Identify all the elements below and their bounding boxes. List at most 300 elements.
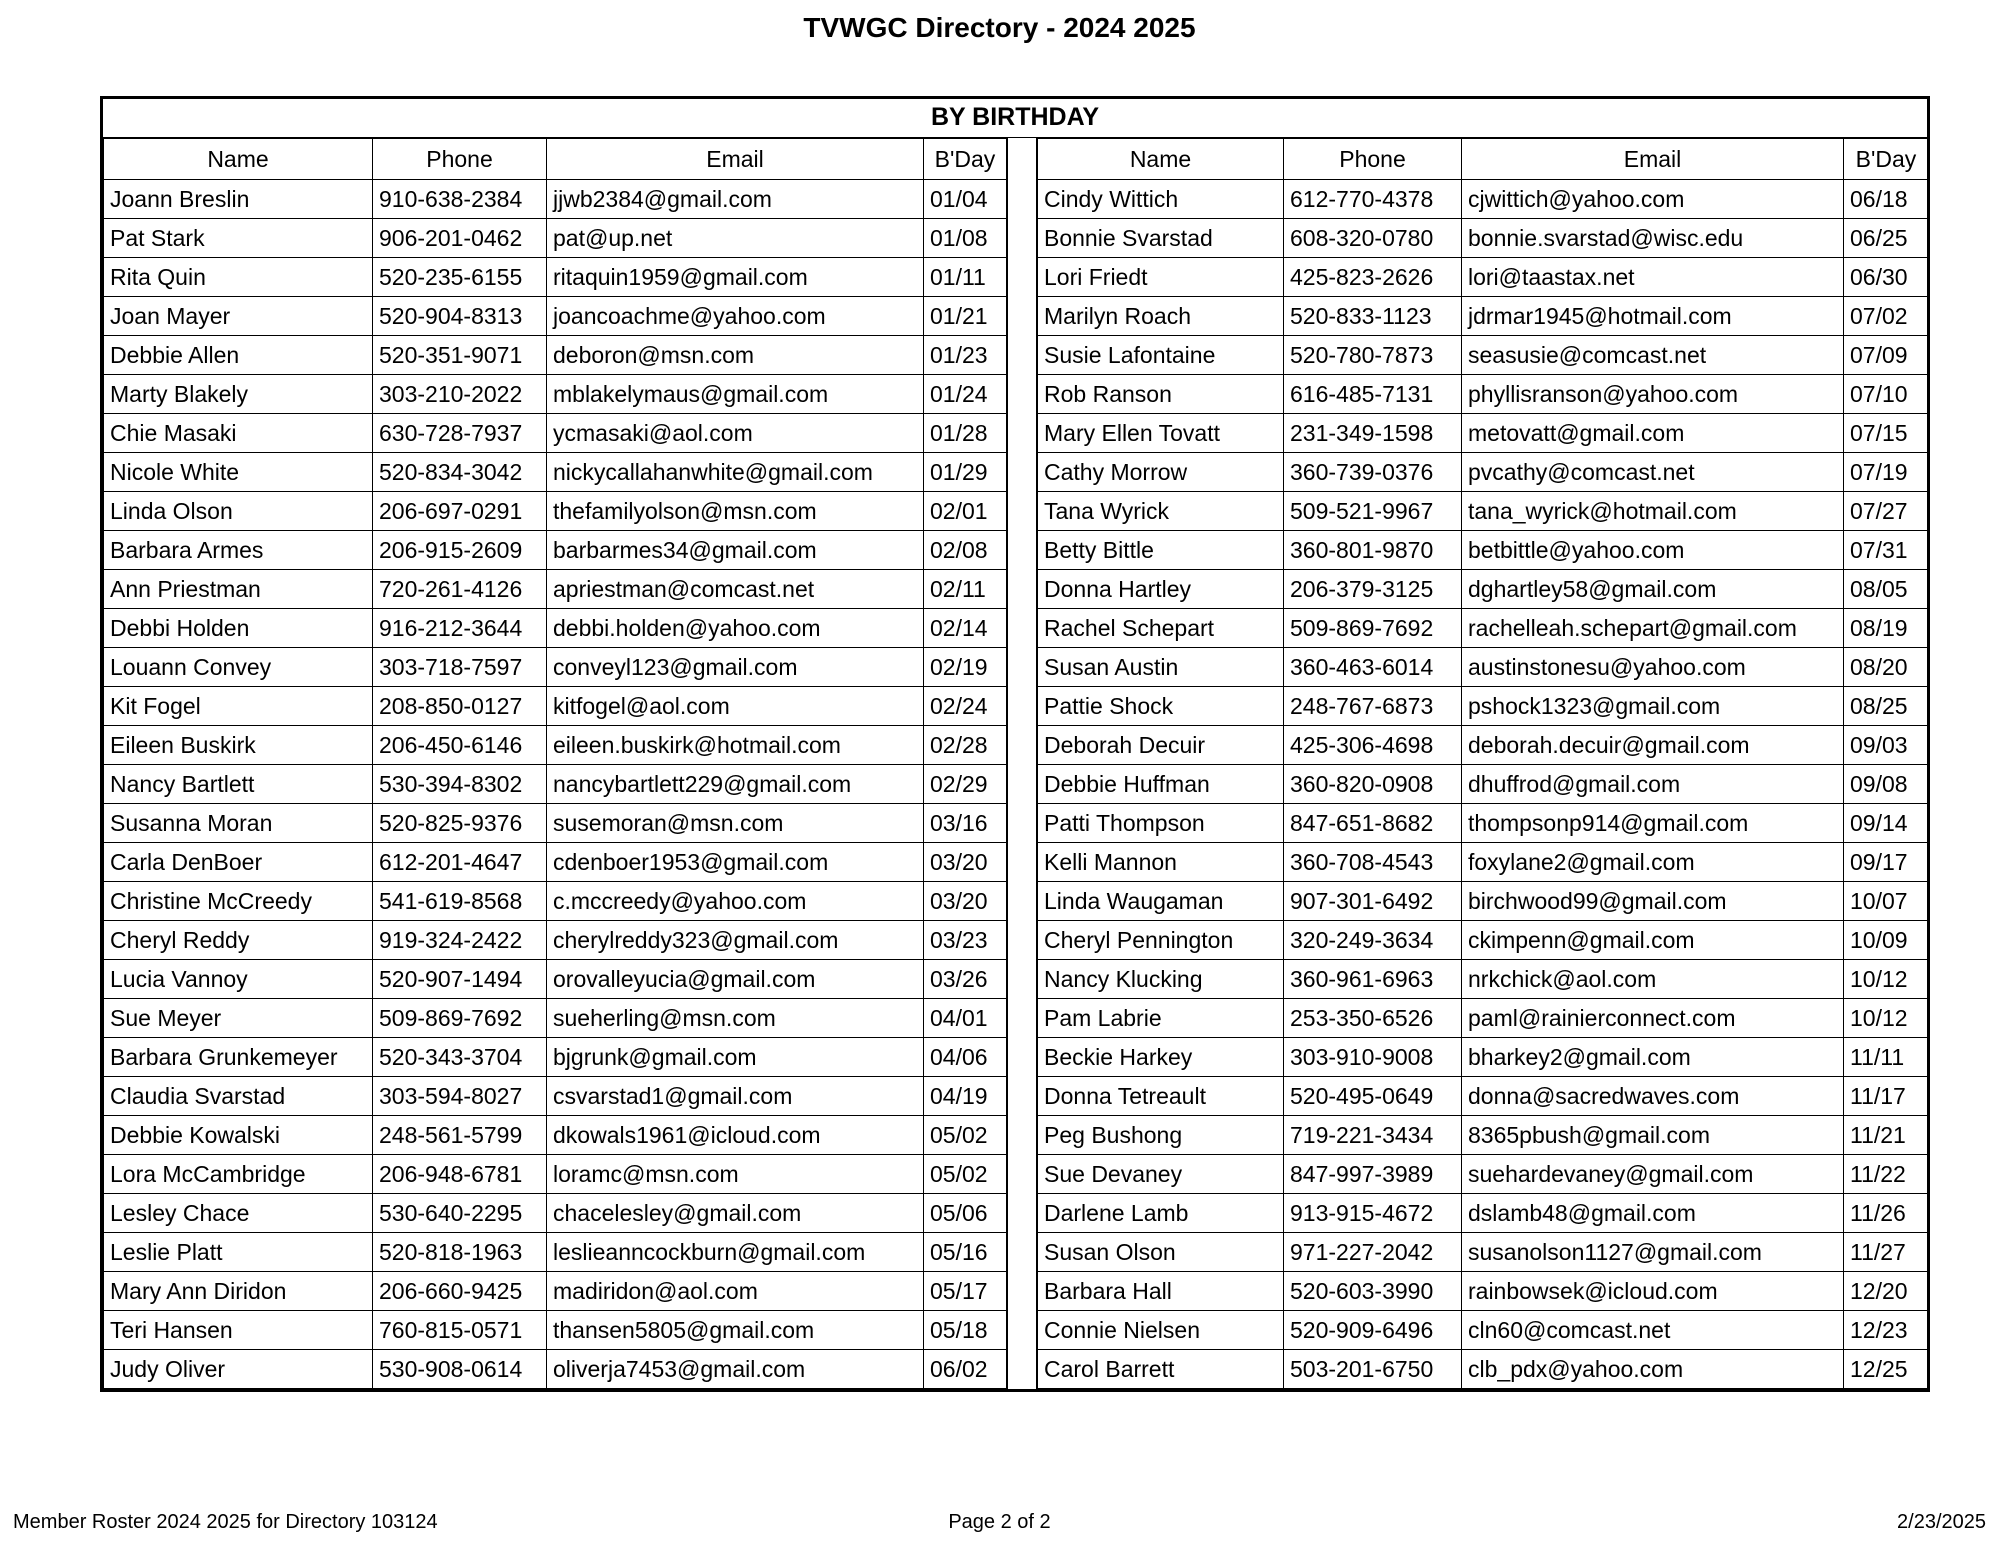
email-cell: paml@rainierconnect.com <box>1462 999 1844 1038</box>
bday-cell: 11/17 <box>1844 1077 1929 1116</box>
footer-document-label: Member Roster 2024 2025 for Directory 103124 <box>13 1511 438 1533</box>
table-row <box>104 1077 1007 1116</box>
table-row <box>1038 1272 1929 1311</box>
name-cell: Debbie Huffman <box>1038 765 1284 804</box>
footer-date: 2/23/2025 <box>1897 1511 1986 1533</box>
email-cell: thompsonp914@gmail.com <box>1462 804 1844 843</box>
name-cell: Nancy Klucking <box>1038 960 1284 999</box>
email-cell: debbi.holden@yahoo.com <box>547 609 924 648</box>
email-cell: pshock1323@gmail.com <box>1462 687 1844 726</box>
bday-cell: 01/24 <box>924 375 1007 414</box>
name-cell: Christine McCreedy <box>104 882 373 921</box>
bday-cell: 09/08 <box>1844 765 1929 804</box>
table-row <box>104 1350 1007 1389</box>
bday-cell: 10/12 <box>1844 999 1929 1038</box>
email-cell: chacelesley@gmail.com <box>547 1194 924 1233</box>
table-row <box>1038 336 1929 375</box>
email-cell: foxylane2@gmail.com <box>1462 843 1844 882</box>
name-cell: Judy Oliver <box>104 1350 373 1389</box>
bday-cell: 07/02 <box>1844 297 1929 336</box>
table-row <box>104 765 1007 804</box>
table-row <box>104 1272 1007 1311</box>
phone-cell: 520-904-8313 <box>373 297 547 336</box>
table-row <box>1038 492 1929 531</box>
bday-cell: 07/09 <box>1844 336 1929 375</box>
name-cell: Bonnie Svarstad <box>1038 219 1284 258</box>
name-cell: Lucia Vannoy <box>104 960 373 999</box>
name-cell: Pattie Shock <box>1038 687 1284 726</box>
phone-cell: 206-450-6146 <box>373 726 547 765</box>
phone-cell: 520-907-1494 <box>373 960 547 999</box>
name-cell: Eileen Buskirk <box>104 726 373 765</box>
email-cell: thansen5805@gmail.com <box>547 1311 924 1350</box>
name-cell: Pat Stark <box>104 219 373 258</box>
bday-cell: 02/11 <box>924 570 1007 609</box>
phone-cell: 916-212-3644 <box>373 609 547 648</box>
name-cell: Lori Friedt <box>1038 258 1284 297</box>
email-cell: metovatt@gmail.com <box>1462 414 1844 453</box>
name-cell: Cheryl Reddy <box>104 921 373 960</box>
name-cell: Cathy Morrow <box>1038 453 1284 492</box>
email-cell: austinstonesu@yahoo.com <box>1462 648 1844 687</box>
table-row <box>104 960 1007 999</box>
phone-cell: 907-301-6492 <box>1284 882 1462 921</box>
name-cell: Rita Quin <box>104 258 373 297</box>
email-cell: nancybartlett229@gmail.com <box>547 765 924 804</box>
email-cell: deboron@msn.com <box>547 336 924 375</box>
name-cell: Joann Breslin <box>104 180 373 219</box>
phone-cell: 360-739-0376 <box>1284 453 1462 492</box>
bday-cell: 02/29 <box>924 765 1007 804</box>
table-row <box>1038 570 1929 609</box>
footer-page-number: Page 2 of 2 <box>948 1511 1051 1533</box>
bday-cell: 02/14 <box>924 609 1007 648</box>
table-row <box>1038 297 1929 336</box>
table-row <box>104 258 1007 297</box>
name-cell: Leslie Platt <box>104 1233 373 1272</box>
table-row <box>1038 960 1929 999</box>
name-cell: Susan Olson <box>1038 1233 1284 1272</box>
phone-cell: 303-910-9008 <box>1284 1038 1462 1077</box>
email-cell: nrkchick@aol.com <box>1462 960 1844 999</box>
phone-cell: 206-697-0291 <box>373 492 547 531</box>
table-row <box>104 492 1007 531</box>
phone-cell: 303-718-7597 <box>373 648 547 687</box>
table-row <box>104 882 1007 921</box>
bday-cell: 01/08 <box>924 219 1007 258</box>
bday-cell: 12/23 <box>1844 1311 1929 1350</box>
phone-cell: 630-728-7937 <box>373 414 547 453</box>
email-cell: tana_wyrick@hotmail.com <box>1462 492 1844 531</box>
phone-cell: 303-594-8027 <box>373 1077 547 1116</box>
name-cell: Marty Blakely <box>104 375 373 414</box>
table-divider <box>1007 138 1037 1389</box>
email-cell: pat@up.net <box>547 219 924 258</box>
phone-cell: 913-915-4672 <box>1284 1194 1462 1233</box>
table-row <box>104 1311 1007 1350</box>
column-header-bday: B'Day <box>924 139 1007 180</box>
name-cell: Mary Ann Diridon <box>104 1272 373 1311</box>
table-row <box>104 609 1007 648</box>
table-row <box>1038 843 1929 882</box>
bday-cell: 05/06 <box>924 1194 1007 1233</box>
email-cell: dkowals1961@icloud.com <box>547 1116 924 1155</box>
table-row <box>1038 1233 1929 1272</box>
bday-cell: 01/29 <box>924 453 1007 492</box>
name-cell: Debbie Kowalski <box>104 1116 373 1155</box>
phone-cell: 425-306-4698 <box>1284 726 1462 765</box>
bday-cell: 11/21 <box>1844 1116 1929 1155</box>
phone-cell: 231-349-1598 <box>1284 414 1462 453</box>
phone-cell: 906-201-0462 <box>373 219 547 258</box>
section-header: BY BIRTHDAY <box>103 99 1927 138</box>
bday-cell: 05/18 <box>924 1311 1007 1350</box>
email-cell: bharkey2@gmail.com <box>1462 1038 1844 1077</box>
bday-cell: 08/05 <box>1844 570 1929 609</box>
column-header-name: Name <box>1038 139 1284 180</box>
name-cell: Darlene Lamb <box>1038 1194 1284 1233</box>
table-row <box>1038 1077 1929 1116</box>
name-cell: Mary Ellen Tovatt <box>1038 414 1284 453</box>
phone-cell: 520-833-1123 <box>1284 297 1462 336</box>
bday-cell: 02/28 <box>924 726 1007 765</box>
header-row <box>104 139 1007 180</box>
bday-cell: 02/01 <box>924 492 1007 531</box>
phone-cell: 919-324-2422 <box>373 921 547 960</box>
phone-cell: 608-320-0780 <box>1284 219 1462 258</box>
bday-cell: 02/08 <box>924 531 1007 570</box>
phone-cell: 503-201-6750 <box>1284 1350 1462 1389</box>
name-cell: Ann Priestman <box>104 570 373 609</box>
phone-cell: 616-485-7131 <box>1284 375 1462 414</box>
phone-cell: 520-909-6496 <box>1284 1311 1462 1350</box>
name-cell: Linda Waugaman <box>1038 882 1284 921</box>
name-cell: Nancy Bartlett <box>104 765 373 804</box>
table-row <box>104 414 1007 453</box>
email-cell: conveyl123@gmail.com <box>547 648 924 687</box>
table-row <box>104 726 1007 765</box>
bday-cell: 04/19 <box>924 1077 1007 1116</box>
bday-cell: 11/11 <box>1844 1038 1929 1077</box>
phone-cell: 520-780-7873 <box>1284 336 1462 375</box>
table-row <box>104 843 1007 882</box>
phone-cell: 360-961-6963 <box>1284 960 1462 999</box>
bday-cell: 07/19 <box>1844 453 1929 492</box>
table-row <box>104 648 1007 687</box>
phone-cell: 360-708-4543 <box>1284 843 1462 882</box>
bday-cell: 01/21 <box>924 297 1007 336</box>
name-cell: Louann Convey <box>104 648 373 687</box>
bday-cell: 01/04 <box>924 180 1007 219</box>
table-row <box>104 570 1007 609</box>
bday-cell: 03/20 <box>924 843 1007 882</box>
table-row <box>104 531 1007 570</box>
bday-cell: 07/15 <box>1844 414 1929 453</box>
email-cell: bonnie.svarstad@wisc.edu <box>1462 219 1844 258</box>
phone-cell: 253-350-6526 <box>1284 999 1462 1038</box>
column-header-name: Name <box>104 139 373 180</box>
name-cell: Pam Labrie <box>1038 999 1284 1038</box>
phone-cell: 360-801-9870 <box>1284 531 1462 570</box>
bday-cell: 07/10 <box>1844 375 1929 414</box>
name-cell: Cheryl Pennington <box>1038 921 1284 960</box>
phone-cell: 847-997-3989 <box>1284 1155 1462 1194</box>
table-row <box>104 999 1007 1038</box>
email-cell: kitfogel@aol.com <box>547 687 924 726</box>
table-row <box>1038 1155 1929 1194</box>
phone-cell: 206-948-6781 <box>373 1155 547 1194</box>
email-cell: cjwittich@yahoo.com <box>1462 180 1844 219</box>
phone-cell: 530-908-0614 <box>373 1350 547 1389</box>
table-row <box>1038 726 1929 765</box>
bday-cell: 05/02 <box>924 1155 1007 1194</box>
bday-cell: 11/26 <box>1844 1194 1929 1233</box>
name-cell: Barbara Grunkemeyer <box>104 1038 373 1077</box>
bday-cell: 12/20 <box>1844 1272 1929 1311</box>
email-cell: sueherling@msn.com <box>547 999 924 1038</box>
email-cell: cdenboer1953@gmail.com <box>547 843 924 882</box>
bday-cell: 06/18 <box>1844 180 1929 219</box>
name-cell: Connie Nielsen <box>1038 1311 1284 1350</box>
phone-cell: 520-343-3704 <box>373 1038 547 1077</box>
name-cell: Rachel Schepart <box>1038 609 1284 648</box>
table-row <box>104 1233 1007 1272</box>
bday-cell: 04/01 <box>924 999 1007 1038</box>
bday-cell: 08/19 <box>1844 609 1929 648</box>
table-row <box>104 375 1007 414</box>
email-cell: bjgrunk@gmail.com <box>547 1038 924 1077</box>
email-cell: mblakelymaus@gmail.com <box>547 375 924 414</box>
name-cell: Kelli Mannon <box>1038 843 1284 882</box>
bday-cell: 05/16 <box>924 1233 1007 1272</box>
name-cell: Rob Ranson <box>1038 375 1284 414</box>
email-cell: orovalleyucia@gmail.com <box>547 960 924 999</box>
phone-cell: 612-201-4647 <box>373 843 547 882</box>
phone-cell: 303-210-2022 <box>373 375 547 414</box>
column-header-phone: Phone <box>1284 139 1462 180</box>
email-cell: cherylreddy323@gmail.com <box>547 921 924 960</box>
table-row <box>1038 999 1929 1038</box>
email-cell: cln60@comcast.net <box>1462 1311 1844 1350</box>
bday-cell: 06/30 <box>1844 258 1929 297</box>
name-cell: Joan Mayer <box>104 297 373 336</box>
bday-cell: 09/17 <box>1844 843 1929 882</box>
name-cell: Carol Barrett <box>1038 1350 1284 1389</box>
table-row <box>1038 765 1929 804</box>
name-cell: Claudia Svarstad <box>104 1077 373 1116</box>
name-cell: Barbara Hall <box>1038 1272 1284 1311</box>
email-cell: madiridon@aol.com <box>547 1272 924 1311</box>
name-cell: Marilyn Roach <box>1038 297 1284 336</box>
email-cell: betbittle@yahoo.com <box>1462 531 1844 570</box>
email-cell: dghartley58@gmail.com <box>1462 570 1844 609</box>
bday-cell: 10/12 <box>1844 960 1929 999</box>
name-cell: Sue Meyer <box>104 999 373 1038</box>
table-row <box>1038 804 1929 843</box>
bday-cell: 04/06 <box>924 1038 1007 1077</box>
table-row <box>104 180 1007 219</box>
phone-cell: 360-820-0908 <box>1284 765 1462 804</box>
name-cell: Lesley Chace <box>104 1194 373 1233</box>
phone-cell: 520-603-3990 <box>1284 1272 1462 1311</box>
phone-cell: 206-660-9425 <box>373 1272 547 1311</box>
name-cell: Lora McCambridge <box>104 1155 373 1194</box>
bday-cell: 02/19 <box>924 648 1007 687</box>
bday-cell: 11/27 <box>1844 1233 1929 1272</box>
bday-cell: 09/14 <box>1844 804 1929 843</box>
email-cell: loramc@msn.com <box>547 1155 924 1194</box>
email-cell: csvarstad1@gmail.com <box>547 1077 924 1116</box>
table-row <box>104 453 1007 492</box>
tables-row <box>103 138 1927 1389</box>
table-row <box>104 1038 1007 1077</box>
phone-cell: 847-651-8682 <box>1284 804 1462 843</box>
email-cell: deborah.decuir@gmail.com <box>1462 726 1844 765</box>
name-cell: Beckie Harkey <box>1038 1038 1284 1077</box>
table-row <box>1038 531 1929 570</box>
table-row <box>104 921 1007 960</box>
email-cell: joancoachme@yahoo.com <box>547 297 924 336</box>
table-row <box>1038 180 1929 219</box>
bday-cell: 08/20 <box>1844 648 1929 687</box>
phone-cell: 760-815-0571 <box>373 1311 547 1350</box>
table-row <box>1038 1311 1929 1350</box>
table-row <box>104 297 1007 336</box>
bday-cell: 05/02 <box>924 1116 1007 1155</box>
table-row <box>1038 648 1929 687</box>
name-cell: Sue Devaney <box>1038 1155 1284 1194</box>
email-cell: apriestman@comcast.net <box>547 570 924 609</box>
name-cell: Tana Wyrick <box>1038 492 1284 531</box>
table-row <box>1038 453 1929 492</box>
phone-cell: 509-869-7692 <box>1284 609 1462 648</box>
bday-cell: 01/28 <box>924 414 1007 453</box>
table-row <box>1038 1116 1929 1155</box>
email-cell: oliverja7453@gmail.com <box>547 1350 924 1389</box>
table-row <box>104 1155 1007 1194</box>
email-cell: pvcathy@comcast.net <box>1462 453 1844 492</box>
phone-cell: 520-495-0649 <box>1284 1077 1462 1116</box>
column-header-email: Email <box>1462 139 1844 180</box>
email-cell: susemoran@msn.com <box>547 804 924 843</box>
bday-cell: 03/20 <box>924 882 1007 921</box>
bday-cell: 01/11 <box>924 258 1007 297</box>
table-row <box>1038 882 1929 921</box>
name-cell: Deborah Decuir <box>1038 726 1284 765</box>
email-cell: eileen.buskirk@hotmail.com <box>547 726 924 765</box>
email-cell: ritaquin1959@gmail.com <box>547 258 924 297</box>
email-cell: donna@sacredwaves.com <box>1462 1077 1844 1116</box>
phone-cell: 509-869-7692 <box>373 999 547 1038</box>
name-cell: Chie Masaki <box>104 414 373 453</box>
bday-cell: 07/31 <box>1844 531 1929 570</box>
name-cell: Patti Thompson <box>1038 804 1284 843</box>
phone-cell: 720-261-4126 <box>373 570 547 609</box>
email-cell: 8365pbush@gmail.com <box>1462 1116 1844 1155</box>
name-cell: Debbi Holden <box>104 609 373 648</box>
page-footer <box>0 1511 1999 1537</box>
bday-cell: 09/03 <box>1844 726 1929 765</box>
table-row <box>1038 1194 1929 1233</box>
email-cell: rainbowsek@icloud.com <box>1462 1272 1844 1311</box>
name-cell: Cindy Wittich <box>1038 180 1284 219</box>
bday-cell: 08/25 <box>1844 687 1929 726</box>
bday-cell: 12/25 <box>1844 1350 1929 1389</box>
email-cell: phyllisranson@yahoo.com <box>1462 375 1844 414</box>
email-cell: birchwood99@gmail.com <box>1462 882 1844 921</box>
email-cell: jdrmar1945@hotmail.com <box>1462 297 1844 336</box>
email-cell: seasusie@comcast.net <box>1462 336 1844 375</box>
email-cell: suehardevaney@gmail.com <box>1462 1155 1844 1194</box>
email-cell: rachelleah.schepart@gmail.com <box>1462 609 1844 648</box>
phone-cell: 509-521-9967 <box>1284 492 1462 531</box>
table-row <box>104 336 1007 375</box>
birthday-directory-table <box>100 96 1930 1392</box>
name-cell: Teri Hansen <box>104 1311 373 1350</box>
table-row <box>104 1194 1007 1233</box>
phone-cell: 910-638-2384 <box>373 180 547 219</box>
phone-cell: 520-235-6155 <box>373 258 547 297</box>
bday-cell: 11/22 <box>1844 1155 1929 1194</box>
page-title: TVWGC Directory - 2024 2025 <box>803 12 1196 43</box>
bday-cell: 10/09 <box>1844 921 1929 960</box>
phone-cell: 206-915-2609 <box>373 531 547 570</box>
email-cell: leslieanncockburn@gmail.com <box>547 1233 924 1272</box>
bday-cell: 05/17 <box>924 1272 1007 1311</box>
phone-cell: 520-351-9071 <box>373 336 547 375</box>
email-cell: jjwb2384@gmail.com <box>547 180 924 219</box>
table-row <box>104 219 1007 258</box>
header-row <box>1038 139 1929 180</box>
phone-cell: 530-394-8302 <box>373 765 547 804</box>
table-row <box>104 1116 1007 1155</box>
table-row <box>1038 414 1929 453</box>
name-cell: Kit Fogel <box>104 687 373 726</box>
phone-cell: 520-818-1963 <box>373 1233 547 1272</box>
name-cell: Donna Tetreault <box>1038 1077 1284 1116</box>
bday-cell: 06/25 <box>1844 219 1929 258</box>
column-header-bday: B'Day <box>1844 139 1929 180</box>
bday-cell: 03/26 <box>924 960 1007 999</box>
phone-cell: 520-834-3042 <box>373 453 547 492</box>
table-row <box>1038 921 1929 960</box>
email-cell: susanolson1127@gmail.com <box>1462 1233 1844 1272</box>
phone-cell: 425-823-2626 <box>1284 258 1462 297</box>
phone-cell: 248-561-5799 <box>373 1116 547 1155</box>
email-cell: nickycallahanwhite@gmail.com <box>547 453 924 492</box>
bday-cell: 10/07 <box>1844 882 1929 921</box>
table-row <box>1038 609 1929 648</box>
table-row <box>104 687 1007 726</box>
phone-cell: 612-770-4378 <box>1284 180 1462 219</box>
phone-cell: 971-227-2042 <box>1284 1233 1462 1272</box>
email-cell: barbarmes34@gmail.com <box>547 531 924 570</box>
email-cell: dslamb48@gmail.com <box>1462 1194 1844 1233</box>
bday-cell: 06/02 <box>924 1350 1007 1389</box>
bday-cell: 02/24 <box>924 687 1007 726</box>
phone-cell: 520-825-9376 <box>373 804 547 843</box>
name-cell: Carla DenBoer <box>104 843 373 882</box>
bday-cell: 07/27 <box>1844 492 1929 531</box>
phone-cell: 360-463-6014 <box>1284 648 1462 687</box>
table-row <box>1038 1038 1929 1077</box>
email-cell: dhuffrod@gmail.com <box>1462 765 1844 804</box>
table-row <box>1038 375 1929 414</box>
name-cell: Susanna Moran <box>104 804 373 843</box>
email-cell: c.mccreedy@yahoo.com <box>547 882 924 921</box>
left-table <box>103 138 1007 1389</box>
column-header-email: Email <box>547 139 924 180</box>
